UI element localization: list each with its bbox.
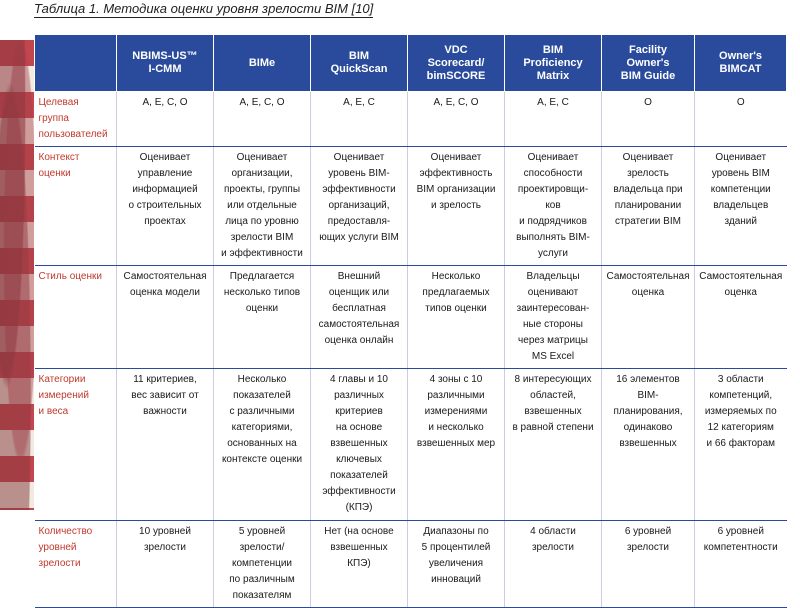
table-cell: 4 главы и 10 различных критериев на основе взвешенных ключевых показателей эффективности (КПЭ) <box>311 369 408 521</box>
table-row <box>35 369 787 521</box>
row-header: Категории измерений и веса <box>35 369 117 521</box>
table-cell: Оценивает зрелость владельца при планировании стратегии BIM <box>602 147 695 266</box>
table-cell: Оценивает организации, проекты, группы или отдельные лица по уровню зрелости BIM и эффективности <box>214 147 311 266</box>
table-cell: 8 интересующих областей, взвешенных в равной степени <box>505 369 602 521</box>
table-row <box>35 92 787 147</box>
col-header: BIMe <box>214 35 311 92</box>
row-header: Контекст оценки <box>35 147 117 266</box>
table-row <box>35 266 787 369</box>
table-cell: 6 уровней зрелости <box>602 521 695 608</box>
table-cell: 11 критериев, вес зависит от важности <box>117 369 214 521</box>
table-cell: A, E, C <box>505 92 602 147</box>
header-row <box>35 35 787 92</box>
table-cell: Владельцы оценивают заинтересован- ные стороны через матрицы MS Excel <box>505 266 602 369</box>
decorative-flag-strip <box>0 40 34 510</box>
table-cell: Оценивает уровень BIM- эффективности организаций, предоставля- ющих услуги BIM <box>311 147 408 266</box>
col-header: BIM QuickScan <box>311 35 408 92</box>
table-cell: 4 области зрелости <box>505 521 602 608</box>
table-cell: Предлагается несколько типов оценки <box>214 266 311 369</box>
table-cell: Внешний оценщик или бесплатная самостоятельная оценка онлайн <box>311 266 408 369</box>
table-cell: Самостоятельная оценка <box>695 266 787 369</box>
table-cell: A, E, C <box>311 92 408 147</box>
col-header: Owner's BIMCAT <box>695 35 787 92</box>
table-cell: Самостоятельная оценка <box>602 266 695 369</box>
table-row <box>35 521 787 608</box>
table-cell: Оценивает управление информацией о строительных проектах <box>117 147 214 266</box>
col-header: NBIMS-US™ I-CMM <box>117 35 214 92</box>
table-cell: Оценивает эффективность BIM организации и зрелость <box>408 147 505 266</box>
table-cell: Диапазоны по 5 процентилей увеличения инноваций <box>408 521 505 608</box>
col-header: VDC Scorecard/ bimSCORE <box>408 35 505 92</box>
table-cell: A, E, C, O <box>117 92 214 147</box>
table-cell: Оценивает способности проектировщи- ков и подрядчиков выполнять BIM- услуги <box>505 147 602 266</box>
table-cell: A, E, C, O <box>408 92 505 147</box>
table-caption: Таблица 1. Методика оценки уровня зрелости BIM [10] <box>34 1 374 16</box>
table-cell: Нет (на основе взвешенных КПЭ) <box>311 521 408 608</box>
table-cell: Оценивает уровень BIM компетенции владельцев зданий <box>695 147 787 266</box>
table-cell: O <box>695 92 787 147</box>
table-cell: Несколько показателей с различными категориями, основанных на контексте оценки <box>214 369 311 521</box>
col-header: BIM Proficiency Matrix <box>505 35 602 92</box>
table-cell: O <box>602 92 695 147</box>
table-cell: 4 зоны с 10 различными измерениями и несколько взвешенных мер <box>408 369 505 521</box>
row-header: Количество уровней зрелости <box>35 521 117 608</box>
table-cell: 16 элементов BIM- планирования, одинаково взвешенных <box>602 369 695 521</box>
header-corner <box>35 35 117 92</box>
col-header: Facility Owner's BIM Guide <box>602 35 695 92</box>
table-cell: A, E, C, O <box>214 92 311 147</box>
bim-maturity-table <box>34 34 787 608</box>
table-cell: Несколько предлагаемых типов оценки <box>408 266 505 369</box>
table-cell: Самостоятельная оценка модели <box>117 266 214 369</box>
table-cell: 6 уровней компетентности <box>695 521 787 608</box>
table-cell: 3 области компетенций, измеряемых по 12 категориям и 66 факторам <box>695 369 787 521</box>
row-header: Стиль оценки <box>35 266 117 369</box>
table-cell: 10 уровней зрелости <box>117 521 214 608</box>
table-cell: 5 уровней зрелости/ компетенции по различным показателям <box>214 521 311 608</box>
table-row <box>35 147 787 266</box>
row-header: Целевая группа пользователей <box>35 92 117 147</box>
